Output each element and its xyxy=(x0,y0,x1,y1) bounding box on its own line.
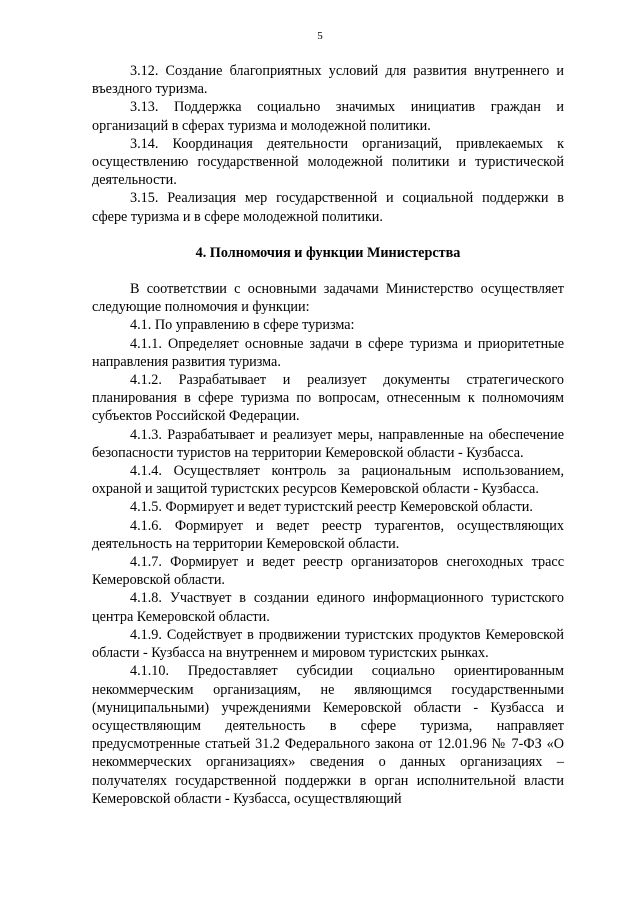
paragraph-4-1: 4.1. По управлению в сфере туризма: xyxy=(130,317,355,334)
paragraph-4-1-8: 4.1.8. Участвует в создании единого информационного туристского центра Кемеровской области. xyxy=(92,590,564,625)
paragraph-4-1-4: 4.1.4. Осуществляет контроль за рациональным использованием, охраной и защитой туристских ресурсов Кемеровской области - Кузбасса. xyxy=(92,463,564,498)
paragraph-4-1-10: 4.1.10. Предоставляет субсидии социально ориентированным некоммерческим организациям, не являющимся государственными (муниципальными) учреждениями Кемеровской области - Кузбасса и осуществляющим деятельность в сфере туризма, направляет предусмотренные статьей 31.2 Федерального закона от 12.01.96 № 7-ФЗ «О некоммерческих организациях» сведения о данных организациях – получателях государственной поддержки в орган исполнительной власти Кемеровской области - Кузбасса, осуществляющий xyxy=(92,663,564,807)
paragraph-4-1-2: 4.1.2. Разрабатывает и реализует документы стратегического планирования в сфере туризма по вопросам, отнесенным к полномочиям субъектов Российской Федерации. xyxy=(92,372,564,425)
paragraph-4-1-5: 4.1.5. Формирует и ведет туристский реестр Кемеровской области. xyxy=(130,499,533,516)
page-number: 5 xyxy=(317,30,323,42)
paragraph-4-1-9: 4.1.9. Содействует в продвижении туристских продуктов Кемеровской области - Кузбасса на внутреннем и мировом туристских рынках. xyxy=(92,626,564,662)
paragraph-3-13: 3.13. Поддержка социально значимых инициатив граждан и организаций в сферах туризма и молодежной политики. xyxy=(92,99,564,134)
paragraph-3-15: 3.15. Реализация мер государственной и социальной поддержки в сфере туризма и в сфере молодежной политики. xyxy=(92,190,564,225)
document-body xyxy=(92,62,564,808)
paragraph-4-1-6: 4.1.6. Формирует и ведет реестр турагентов, осуществляющих деятельность на территории Кемеровской области. xyxy=(92,517,564,552)
section-spacer xyxy=(92,262,564,280)
paragraph-intro: В соответствии с основными задачами Министерство осуществляет следующие полномочия и функции: xyxy=(92,281,564,316)
section-spacer xyxy=(92,226,564,244)
section-heading: 4. Полномочия и функции Министерства xyxy=(195,244,461,261)
paragraph-4-1-1: 4.1.1. Определяет основные задачи в сфере туризма и приоритетные направления развития туризма. xyxy=(92,335,564,370)
paragraph-4-1-3: 4.1.3. Разрабатывает и реализует меры, направленные на обеспечение безопасности туристов на территории Кемеровской области - Кузбасса. xyxy=(92,426,564,461)
paragraph-3-12: 3.12. Создание благоприятных условий для развития внутреннего и въездного туризма. xyxy=(92,63,564,98)
paragraph-4-1-7: 4.1.7. Формирует и ведет реестр организаторов снегоходных трасс Кемеровской области. xyxy=(92,554,564,589)
paragraph-3-14: 3.14. Координация деятельности организаций, привлекаемых к осуществлению государственной молодежной политики и туристической деятельности. xyxy=(92,135,564,189)
